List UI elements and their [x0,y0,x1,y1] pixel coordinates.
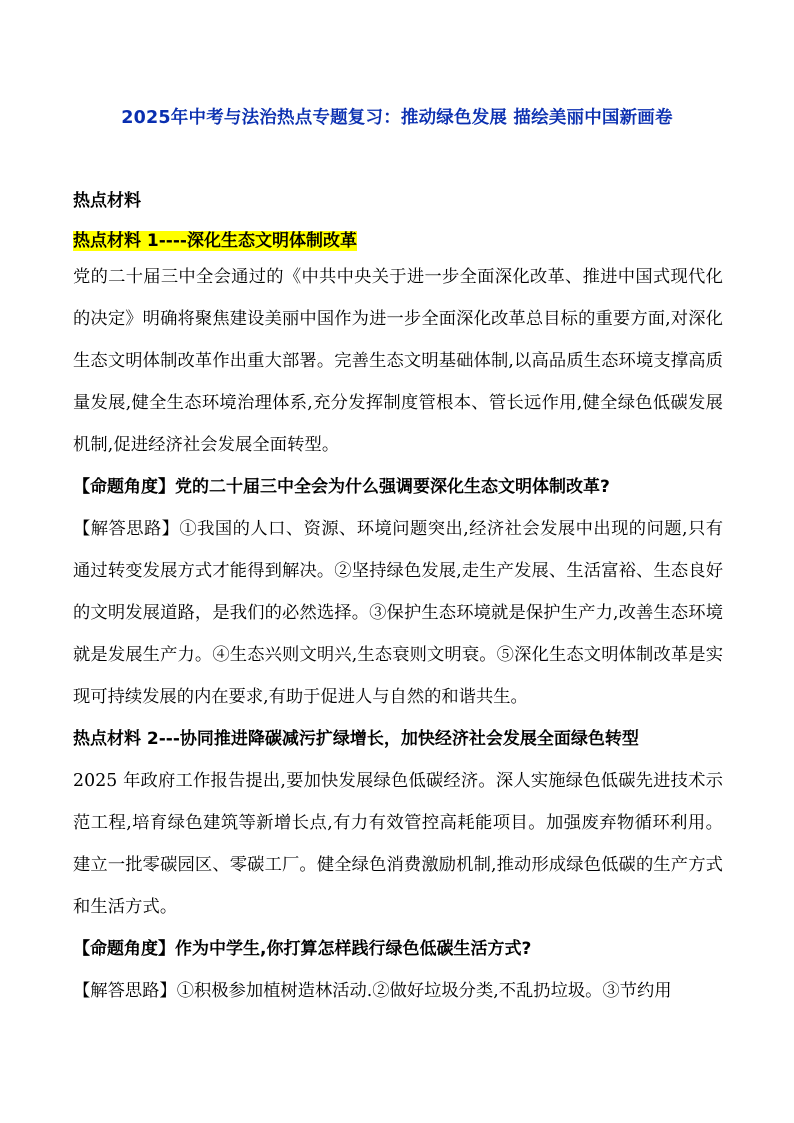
document-title: 2025年中考与法治热点专题复习：推动绿色发展 描绘美丽中国新画卷 [121,108,673,128]
material-2-text: 2025 年政府工作报告提出,要加快发展绿色低碳经济。深人实施绿色低碳先进技术示范工程,培育绿色建筑等新增长点,有力有效管控高耗能项目。加强废弃物循环利用。建立一批零碳园区、零碳工厂。健全绿色消费激励机制,推动形成绿色低碳的生产方式和生活方式。 [73,771,723,917]
material-1-heading-highlight: 热点材料 1----深化生态文明体制改革 [73,231,357,251]
material-1-question: 【命题角度】党的二十届三中全会为什么强调要深化生态文明体制改革? [73,477,610,497]
material-1-answer: 【解答思路】①我国的人口、资源、环境问题突出,经济社会发展中出现的问题,只有通过转变发展方式才能得到解决。②坚持绿色发展,走生产发展、生活富裕、生态良好的文明发展道路，是我们的必然选择。③保护生态环境就是保护生产力,改善生态环境就是发展生产力。④生态兴则文明兴,生态衰则文明衰。⑤深化生态文明体制改革是实现可持续发展的内在要求,有助于促进人与自然的和谐共生。 [73,519,723,707]
material-1-heading [73,226,723,256]
document-body [73,186,723,1012]
material-1-text: 党的二十届三中全会通过的《中共中央关于进一步全面深化改革、推进中国式现代化的决定》明确将聚焦建设美丽中国作为进一步全面深化改革总目标的重要方面,对深化生态文明体制改革作出重大部署。完善生态文明基础体制,以高品质生态环境支撑高质量发展,健全生态环境治理体系,充分发挥制度管根本、管长远作用,健全绿色低碳发展机制,促进经济社会发展全面转型。 [73,267,723,455]
section-label: 热点材料 [73,191,141,211]
material-2-heading: 热点材料 2---协同推进降碳减污扩绿增长，加快经济社会发展全面绿色转型 [73,729,639,749]
material-2-answer: 【解答思路】①积极参加植树造林活动.②做好垃圾分类,不乱扔垃圾。③节约用 [73,981,672,1001]
material-2-question: 【命题角度】作为中学生,你打算怎样践行绿色低碳生活方式? [73,939,532,959]
